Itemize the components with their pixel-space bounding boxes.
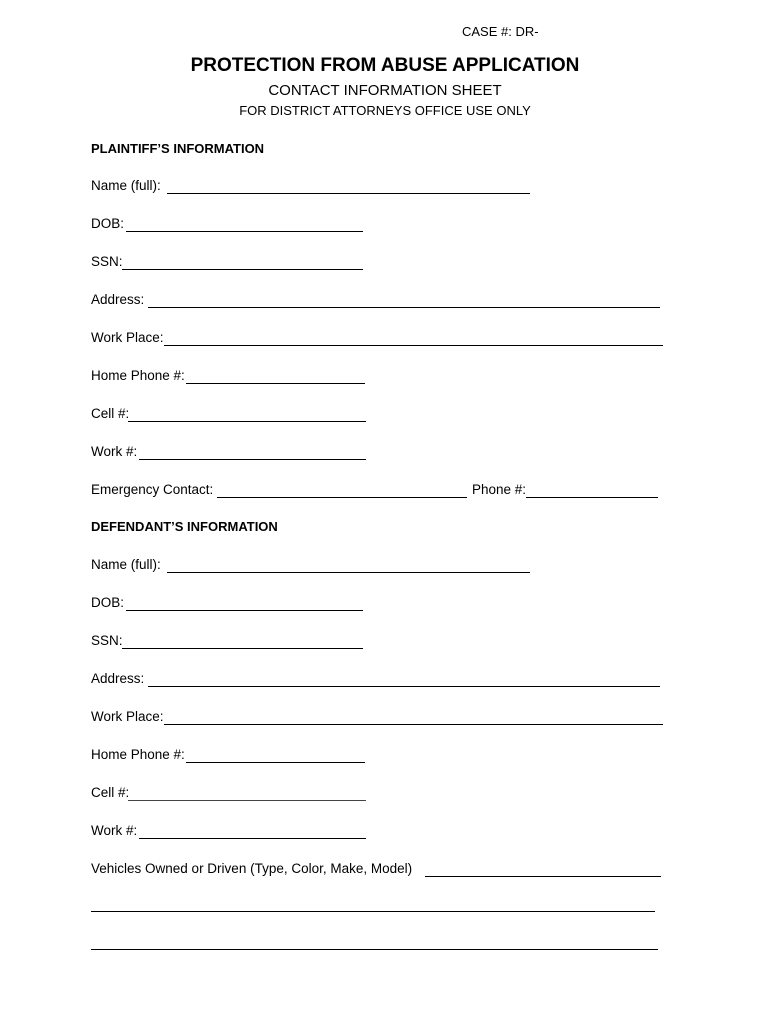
plaintiff-workplace-field[interactable] [91, 328, 664, 348]
plaintiff-workplace-line[interactable] [164, 345, 663, 346]
case-number-label: CASE #: DR- [462, 24, 539, 39]
plaintiff-home-phone-field[interactable] [91, 366, 366, 386]
plaintiff-ssn-line[interactable] [122, 269, 363, 270]
defendant-home-phone-line[interactable] [186, 762, 365, 763]
vehicles-label: Vehicles Owned or Driven (Type, Color, Make, Model) [91, 861, 413, 876]
defendant-work-phone-field[interactable] [91, 821, 367, 841]
defendant-ssn-line[interactable] [122, 648, 363, 649]
plaintiff-name-label: Name (full): [91, 178, 161, 193]
vehicles-line-3[interactable] [91, 949, 658, 950]
defendant-workplace-line[interactable] [164, 724, 663, 725]
form-title: PROTECTION FROM ABUSE APPLICATION [190, 55, 580, 76]
plaintiff-name-field[interactable] [91, 176, 531, 196]
form-usage-note: FOR DISTRICT ATTORNEYS OFFICE USE ONLY [239, 103, 531, 118]
defendant-address-field[interactable] [91, 669, 661, 689]
plaintiff-work-phone-field[interactable] [91, 442, 367, 462]
vehicles-line-2[interactable] [91, 911, 655, 912]
defendant-name-label: Name (full): [91, 557, 161, 572]
defendant-workplace-field[interactable] [91, 707, 664, 727]
defendant-work-phone-line[interactable] [139, 838, 366, 839]
emergency-contact-label: Emergency Contact: [91, 482, 214, 497]
defendant-vehicles-field[interactable] [91, 859, 662, 879]
defendant-dob-field[interactable] [91, 593, 364, 613]
plaintiff-cell-line[interactable] [128, 421, 366, 422]
form-subtitle: CONTACT INFORMATION SHEET [268, 82, 502, 99]
defendant-ssn-field[interactable] [91, 631, 364, 651]
defendant-home-phone-label: Home Phone #: [91, 747, 185, 762]
plaintiff-address-line[interactable] [148, 307, 660, 308]
plaintiff-dob-field[interactable] [91, 214, 364, 234]
plaintiff-dob-label: DOB: [91, 216, 125, 231]
plaintiff-ssn-field[interactable] [91, 252, 364, 272]
defendant-dob-label: DOB: [91, 595, 125, 610]
plaintiff-home-phone-line[interactable] [186, 383, 365, 384]
plaintiff-address-label: Address: [91, 292, 145, 307]
plaintiff-emergency-contact-field[interactable] [91, 480, 659, 500]
plaintiff-address-field[interactable] [91, 290, 661, 310]
defendant-cell-field[interactable] [91, 783, 367, 803]
plaintiff-name-line[interactable] [167, 193, 530, 194]
defendant-name-line[interactable] [167, 572, 530, 573]
defendant-workplace-label: Work Place: [91, 709, 164, 724]
plaintiff-dob-line[interactable] [126, 231, 363, 232]
plaintiff-ssn-label: SSN: [91, 254, 123, 269]
defendant-heading: DEFENDANT’S INFORMATION [91, 519, 278, 534]
defendant-address-line[interactable] [148, 686, 660, 687]
defendant-name-field[interactable] [91, 555, 531, 575]
emergency-contact-line[interactable] [217, 497, 467, 498]
emergency-phone-line[interactable] [526, 497, 658, 498]
defendant-ssn-label: SSN: [91, 633, 123, 648]
defendant-dob-line[interactable] [126, 610, 363, 611]
defendant-cell-line[interactable] [128, 800, 366, 801]
plaintiff-work-phone-label: Work #: [91, 444, 138, 459]
defendant-cell-label: Cell #: [91, 785, 130, 800]
emergency-phone-label: Phone #: [472, 482, 527, 497]
plaintiff-cell-field[interactable] [91, 404, 367, 424]
plaintiff-home-phone-label: Home Phone #: [91, 368, 185, 383]
plaintiff-cell-label: Cell #: [91, 406, 130, 421]
defendant-home-phone-field[interactable] [91, 745, 366, 765]
plaintiff-heading: PLAINTIFF’S INFORMATION [91, 141, 265, 156]
vehicles-line-1[interactable] [425, 876, 661, 877]
defendant-address-label: Address: [91, 671, 145, 686]
plaintiff-workplace-label: Work Place: [91, 330, 164, 345]
plaintiff-work-phone-line[interactable] [139, 459, 366, 460]
defendant-work-phone-label: Work #: [91, 823, 138, 838]
